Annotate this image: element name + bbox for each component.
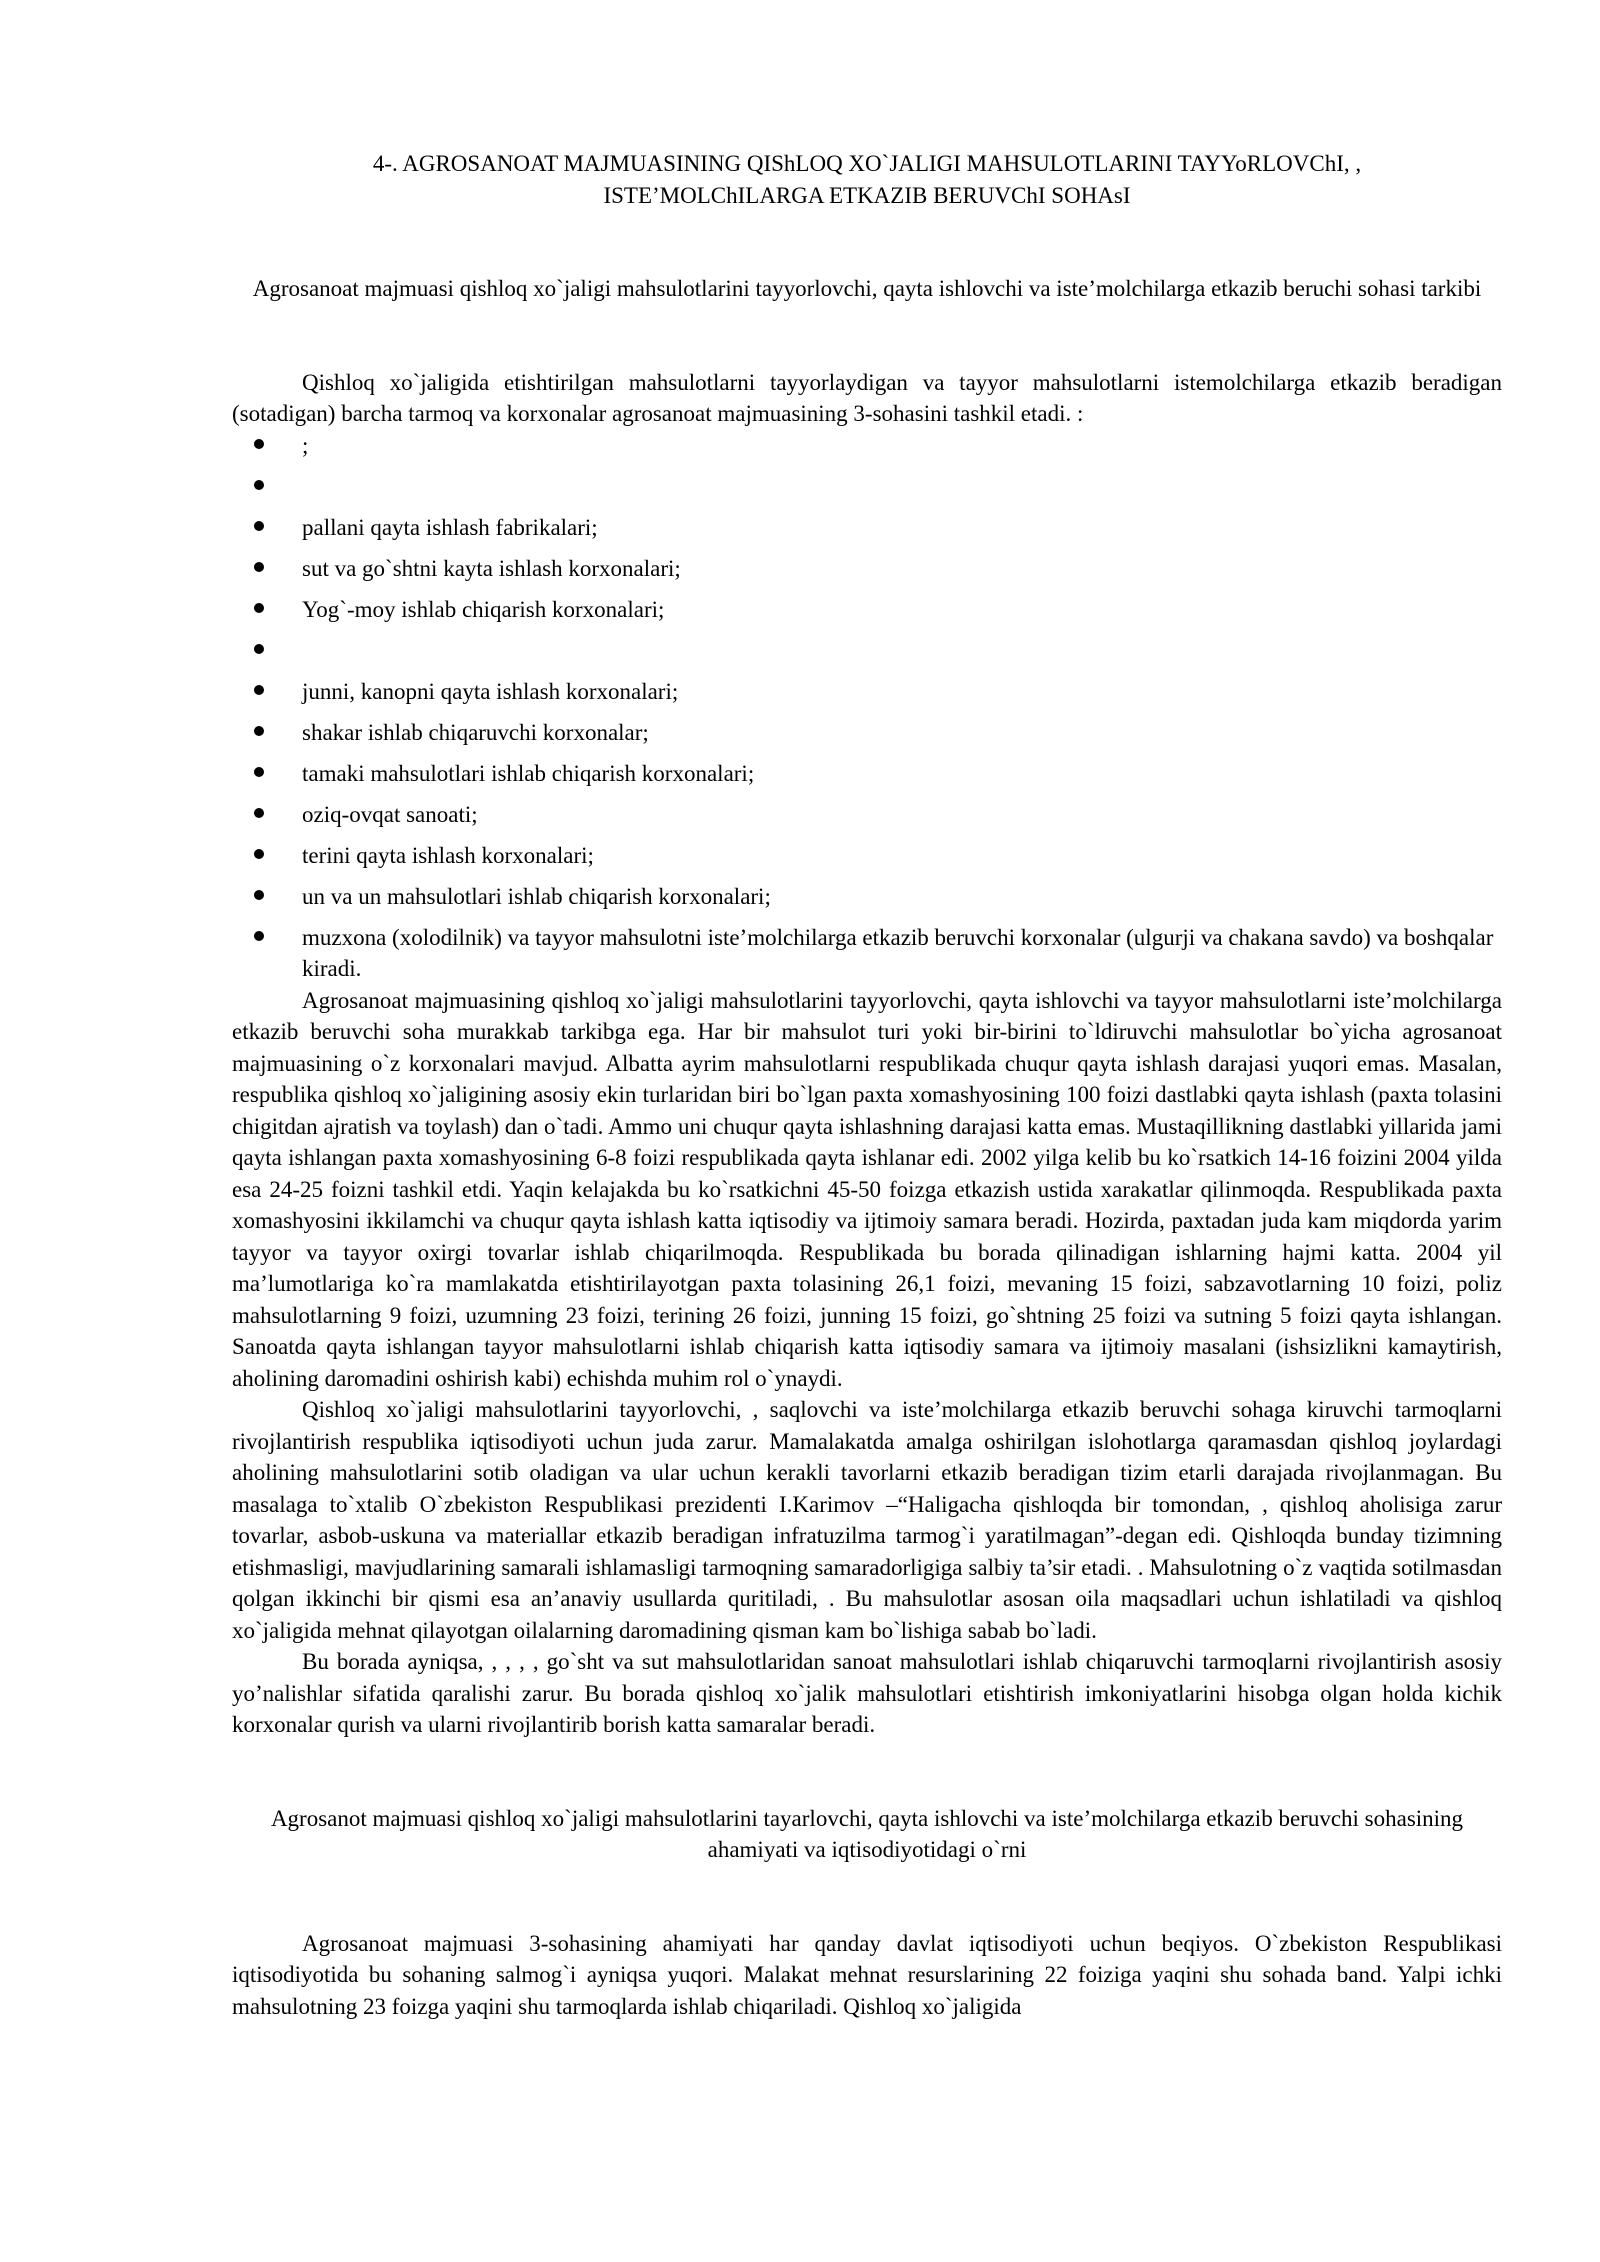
list-item-text: shakar ishlab chiqaruvchi korxonalar;	[302, 719, 649, 745]
list-item	[232, 553, 1502, 585]
bullet-icon	[254, 439, 264, 449]
list-item	[232, 840, 1502, 872]
list-item-text: junni, kanopni qayta ishlash korxonalari;	[302, 678, 679, 704]
section-heading-importance: Agrosanot majmuasi qishloq xo`jaligi mahsulotlarini tayarlovchi, qayta ishlovchi va iste’molchilarga etkazib beruvchi sohasining ahamiyati va iqtisodiyotidagi o`rni	[270, 1805, 1464, 1862]
body-paragraph: Bu borada ayniqsa, , , , , go`sht va sut mahsulotlaridan sanoat mahsulotlari ishlab chiqaruvchi tarmoqlarni rivojlantirish asosiy yo’nalishlar sifatida qaralishi zarur. Bu borada qishloq xo`jalik mahsulotlari etishtirish imkoniyatlarini hisobga olgan holda kichik korxonalar qurish va ularni rivojlantirib borish katta samaralar beradi.	[232, 1649, 1502, 1737]
spacer	[232, 1741, 1502, 1803]
bullet-icon	[254, 931, 264, 941]
list-item	[232, 922, 1502, 985]
intro-paragraph: Qishloq xo`jaligida etishtirilgan mahsulotlarni tayyorlaydigan va tayyor mahsulotlarni istemolchilarga etkazib beradigan (sotadigan) barcha tarmoq va korxonalar agrosanoat majmuasining 3-sohasini tashkil etadi. :	[232, 369, 1502, 426]
list-item-text: pallani qayta ishlash fabrikalari;	[302, 514, 598, 540]
body-paragraph: Agrosanoat majmuasi 3-sohasining ahamiyati har qanday davlat iqtisodiyoti uchun beqiyos. O`zbekiston Respublikasi iqtisodiyotida bu sohaning salmog`i ayniqsa yuqori. Malakat mehnat resurslarining 22 foiziga yaqini shu sohada band. Yalpi ichki mahsulotning 23 foizga yaqini shu tarmoqlarda ishlab chiqariladi. Qishloq xo`jaligida	[232, 1930, 1502, 2019]
bullet-icon	[254, 890, 264, 900]
list-item-text: un va un mahsulotlari ishlab chiqarish korxonalari;	[302, 883, 771, 909]
list-item-text: terini qayta ishlash korxonalari;	[302, 842, 594, 868]
bullet-icon	[254, 685, 264, 695]
bullet-icon	[254, 726, 264, 736]
bullet-icon	[254, 603, 264, 613]
enterprise-list	[232, 430, 1502, 985]
document-page	[232, 148, 1502, 2022]
list-item-text: oziq-ovqat sanoati;	[302, 801, 478, 827]
spacer	[232, 211, 1502, 273]
bullet-icon	[254, 562, 264, 572]
list-item	[232, 512, 1502, 544]
spacer	[232, 1866, 1502, 1928]
spacer	[232, 305, 1502, 367]
bullet-icon	[254, 521, 264, 531]
section-heading-structure: Agrosanoat majmuasi qishloq xo`jaligi mahsulotlarini tayyorlovchi, qayta ishlovchi va iste’molchilarga etkazib beruchi sohasi tarkibi	[252, 276, 1482, 301]
bullet-icon	[254, 480, 264, 490]
bullet-icon	[254, 767, 264, 777]
document-title: 4-. AGROSANOAT MAJMUASINING QIShLOQ XO`JALIGI MAHSULOTLARINI TAYYoRLOVChI, , ISTE’MOLChILARGA ETKAZIB BERUVChI SOHAsI	[372, 151, 1362, 208]
list-item	[232, 717, 1502, 749]
list-item-text: ;	[302, 432, 309, 458]
list-item	[232, 430, 1502, 462]
body-paragraph: Agrosanoat majmuasining qishloq xo`jaligi mahsulotlarini tayyorlovchi, qayta ishlovchi va tayyor mahsulotlarni iste’molchilarga etkazib beruvchi soha murakkab tarkibga ega. Har bir mahsulot turi yoki bir-birini to`ldiruvchi mahsulotlar bo`yicha agrosanoat majmuasining o`z korxonalari mavjud. Albatta ayrim mahsulotlarni respublikada chuqur qayta ishlash darajasi yuqori emas. Masalan, respublika qishloq xo`jaligining asosiy ekin turlaridan biri bo`lgan paxta xomashyosining 100 foizi dastlabki qayta ishlash (paxta tolasini chigitdan ajratish va toylash) dan o`tadi. Ammo uni chuqur qayta ishlashning darajasi katta emas. Mustaqillikning dastlabki yillarida jami qayta ishlangan paxta xomashyosining 6-8 foizi respublikada qayta ishlanar edi. 2002 yilga kelib bu ko`rsatkich 14-16 foizini 2004 yilda esa 24-25 foizni tashkil etdi. Yaqin kelajakda bu ko`rsatkichni 45-50 foizga etkazish ustida xarakatlar qilinmoqda. Respublikada paxta xomashyosini ikkilamchi va chuqur qayta ishlash katta iqtisodiy va ijtimoiy samara beradi. Hozirda, paxtadan juda kam miqdorda yarim tayyor va tayyor oxirgi tovarlar ishlab chiqarilmoqda. Respublikada bu borada qilinadigan ishlarning hajmi katta. 2004 yil ma’lumotlariga ko`ra mamlakatda etishtirilayotgan paxta tolasining 26,1 foizi, mevaning 15 foizi, sabzavotlarning 10 foizi, poliz mahsulotlarning 9 foizi, uzumning 23 foizi, terining 26 foizi, junning 15 foizi, go`shtning 25 foizi va sutning 5 foizi qayta ishlangan. Sanoatda qayta ishlangan tayyor mahsulotlarni ishlab chiqarish katta iqtisodiy samara va ijtimoiy masalani (ishsizlikni kamaytirish, aholining daromadini oshirish kabi) echishda muhim rol o`ynaydi.	[232, 987, 1502, 1391]
list-item	[232, 676, 1502, 708]
list-item	[232, 594, 1502, 626]
bullet-icon	[254, 644, 264, 654]
list-item	[232, 758, 1502, 790]
list-item-text: sut va go`shtni kayta ishlash korxonalari;	[302, 555, 681, 581]
list-item	[232, 799, 1502, 831]
list-item	[232, 635, 1502, 667]
list-item	[232, 881, 1502, 913]
list-item-text: tamaki mahsulotlari ishlab chiqarish korxonalari;	[302, 760, 755, 786]
bullet-icon	[254, 849, 264, 859]
list-item	[232, 471, 1502, 503]
list-item-text: muzxona (xolodilnik) va tayyor mahsulotni iste’molchilarga etkazib beruvchi korxonalar (ulgurji va chakana savdo) va boshqalar kiradi.	[302, 924, 1494, 981]
list-item-text: Yog`-moy ishlab chiqarish korxonalari;	[302, 596, 665, 622]
bullet-icon	[254, 808, 264, 818]
body-paragraph: Qishloq xo`jaligi mahsulotlarini tayyorlovchi, , saqlovchi va iste’molchilarga etkazib beruvchi sohaga kiruvchi tarmoqlarni rivojlantirish respublika iqtisodiyoti uchun juda zarur. Mamalakatda amalga oshirilgan islohotlarga qaramasdan qishloq joylardagi aholining mahsulotlarini sotib oladigan va ular uchun kerakli tavorlarni etkazib beradigan tizim etarli darajada rivojlanmagan. Bu masalaga to`xtalib O`zbekiston Respublikasi prezidenti I.Karimov –“Haligacha qishloqda bir tomondan, , qishloq aholisiga zarur tovarlar, asbob-uskuna va materiallar etkazib beradigan infratuzilma tarmog`i yaratilmagan”-degan edi. Qishloqda bunday tizimning etishmasligi, mavjudlarining samarali ishlamasligi tarmoqning samaradorligiga salbiy ta’sir etadi. . Mahsulotning o`z vaqtida sotilmasdan qolgan ikkinchi bir qismi esa an’anaviy usullarda quritiladi, . Bu mahsulotlar asosan oila maqsadlari uchun ishlatiladi va qishloq xo`jaligida mehnat qilayotgan oilalarning daromadining qisman kam bo`lishiga sabab bo`ladi.	[232, 1397, 1502, 1643]
